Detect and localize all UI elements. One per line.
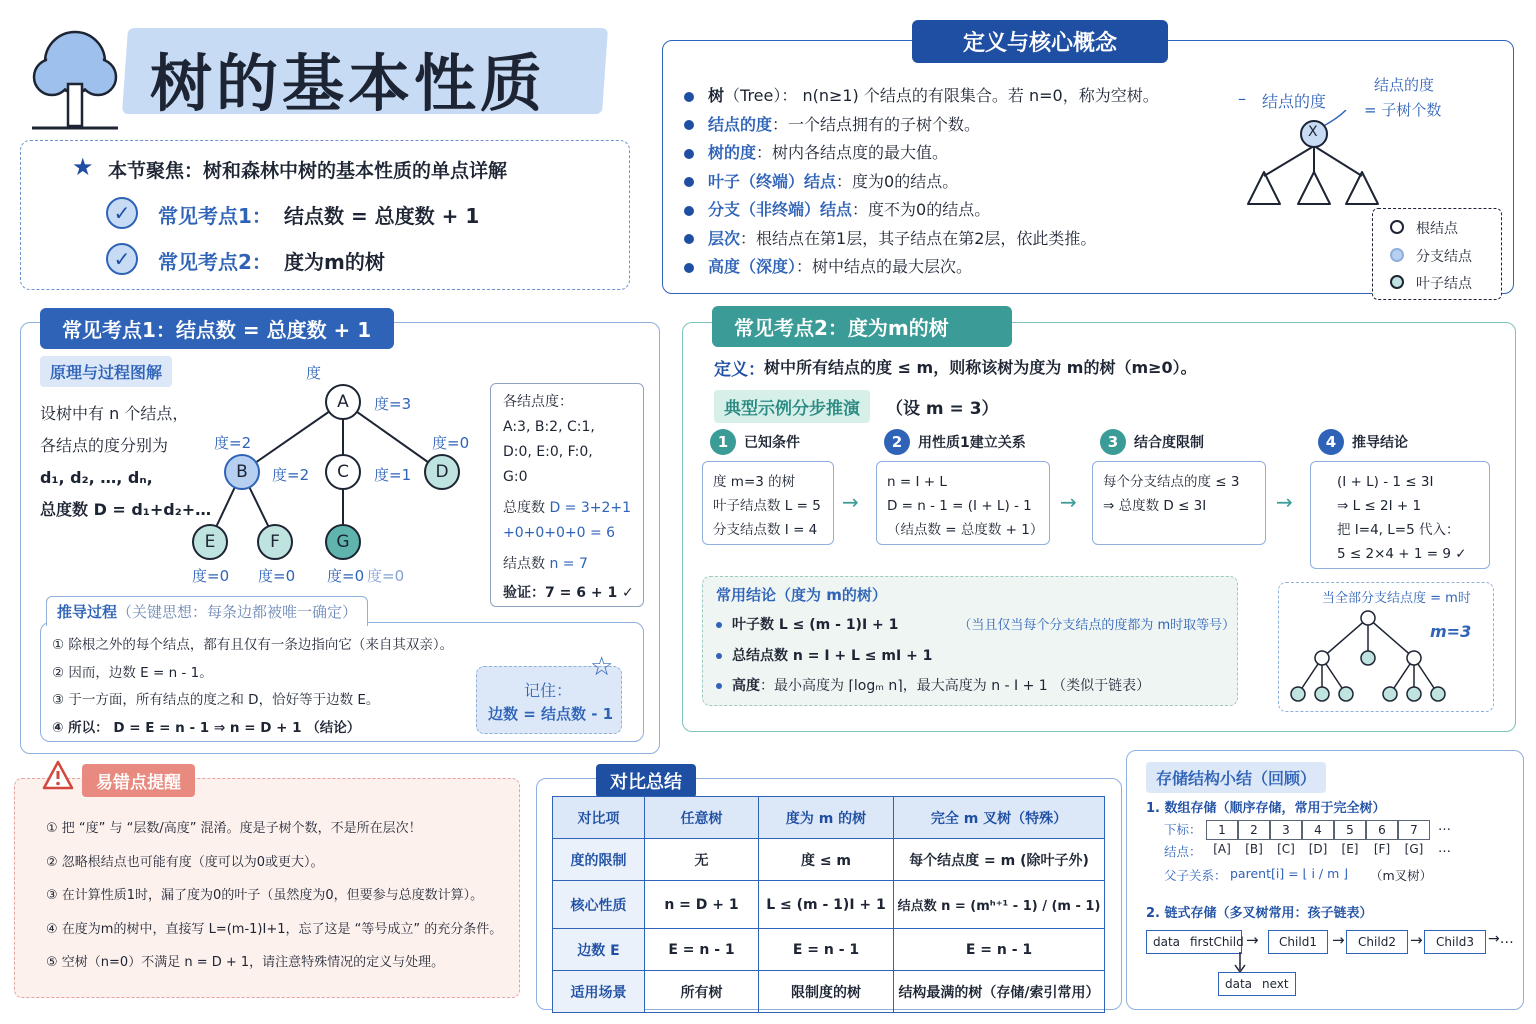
index-ellipsis: … (1438, 819, 1451, 834)
table-row: 边数 E E = n - 1 E = n - 1 E = n - 1 (553, 929, 1105, 971)
memo-text: 边数 = 结点数 - 1 (488, 705, 614, 723)
step-2-box: n = I + L D = n - 1 = (I + L) - 1 （结点数 = 总度数 + 1） (876, 461, 1050, 545)
legend-leaf-dot (1390, 275, 1404, 289)
star-icon: ★ (72, 153, 94, 181)
derivation-steps: ① 除根之外的每个结点，都有且仅有一条边指向它（来自其双亲）。 ② 因而，边数 E = n - 1。 ③ 于一方面，所有结点的度之和 D，恰好等于边数 E。 ④ 所以： D = E = n - 1 ⇒ n = D + 1 （结论） (52, 637, 454, 736)
degree-label-b-left: 度=2 (214, 434, 252, 452)
tree-icon (30, 22, 120, 132)
focus-line: 本节聚焦：树和森林中树的基本性质的单点详解 (108, 160, 508, 182)
section1-header: 常见考点1：结点数 = 总度数 + 1 (40, 308, 394, 349)
tree-node-d: D (424, 454, 460, 490)
tree-node-f: F (257, 524, 293, 560)
value-ellipsis: … (1438, 841, 1451, 856)
sub-data-box: data (1218, 972, 1258, 996)
warning-icon (42, 760, 74, 794)
m-label: m=3 (1430, 622, 1472, 641)
legend-branch-dot (1390, 248, 1404, 262)
child1-box: Child1 (1268, 930, 1328, 954)
definition-item: 高度（深度）：树中结点的最大层次。 (684, 253, 1159, 282)
legend-leaf: 叶子结点 (1416, 276, 1472, 292)
step-1-title: 1 已知条件 (710, 429, 800, 455)
child2-box: Child2 (1346, 930, 1408, 954)
comparison-header: 对比总结 (596, 764, 696, 798)
node-label: 结点： (1164, 844, 1202, 859)
node-data-box: data (1146, 930, 1186, 954)
example-cond: （设 m = 3） (886, 399, 999, 419)
parent-label: 父子关系： (1164, 868, 1227, 883)
full-tree-label: 当全部分支结点度 = m时 (1322, 591, 1471, 606)
definition-item: 分支（非终端）结点：度不为0的结点。 (684, 196, 1159, 225)
section2-def-label: 定义： (714, 360, 765, 380)
definition-item: 树的度：树内各结点度的最大值。 (684, 139, 1159, 168)
conclusions-list: 叶子数 L ≤ (m - 1)I + 1 （当且仅当每个分支结点的度都为 m时取等号） 总结点数 n = I + L ≤ mI + 1 高度：最小高度为 ⌈logₘ n⌉，最大高度为 n - I + 1 （类似于链表） (716, 610, 1235, 701)
definition-item: 树（Tree）： n(n≥1) 个结点的有限集合。若 n=0，称为空树。 (684, 82, 1159, 111)
example-label: 典型示例分步推演 (714, 390, 870, 423)
focus-point2-label: 常见考点2： (158, 250, 272, 274)
section1-sublabel: 原理与过程图解 (40, 356, 172, 387)
degree-label-a: 度=3 (374, 395, 412, 413)
legend-branch: 分支结点 (1416, 249, 1472, 265)
definition-item: 结点的度：一个结点拥有的子树个数。 (684, 111, 1159, 140)
tree-node-e: E (192, 524, 228, 560)
degree-label-g: 度=0 (327, 567, 365, 585)
table-row: 度的限制 无 度 ≤ m 每个结点度 = m (除叶子外) (553, 839, 1105, 881)
definitions-header: 定义与核心概念 (912, 20, 1168, 63)
sub-link-arrow (1232, 952, 1248, 974)
section2-header: 常见考点2：度为m的树 (712, 306, 1012, 347)
focus-point2-text: 度为m的树 (284, 250, 385, 274)
arrow-icon: → (1410, 931, 1423, 949)
table-row: 适用场景 所有树 限制度的树 结构最满的树（存储/索引常用） (553, 971, 1105, 1013)
arrow-icon: → (842, 490, 859, 514)
arrow-icon: → (1332, 931, 1345, 949)
tree-top-label: 度 (306, 364, 322, 382)
chain-ellipsis: →… (1488, 931, 1514, 947)
full-tree-diagram (1282, 606, 1492, 710)
degree-label-d: 度=0 (432, 434, 470, 452)
definition-item: 层次：根结点在第1层，其子结点在第2层，依此类推。 (684, 225, 1159, 254)
step-1-box: 度 m=3 的树 叶子结点数 L = 5 分支结点数 I = 4 (702, 461, 834, 545)
parent-note: （m叉树） (1370, 868, 1433, 883)
step-2-title: 2 用性质1建立关系 (884, 429, 1026, 455)
focus-point1-label: 常见考点1： (158, 204, 272, 228)
mistakes-header: 易错点提醒 (82, 764, 195, 797)
degree-label-e: 度=0 (192, 567, 230, 585)
section2-def-text: 树中所有结点的度 ≤ m，则称该树为度为 m的树（m≥0）。 (764, 358, 1197, 377)
degree-label-g-extra: 度=0 (367, 567, 405, 585)
diagram-label-degree2a: 结点的度 (1374, 76, 1435, 94)
degree-label-c: 度=1 (374, 466, 412, 484)
check-icon: ✓ (106, 197, 138, 229)
step-3-box: 每个分支结点的度 ≤ 3 ⇒ 总度数 D ≤ 3I (1092, 461, 1266, 545)
star-icon: ☆ (590, 652, 614, 682)
definition-item: 叶子（终端）结点：度为0的结点。 (684, 168, 1159, 197)
memo-title: 记住： (524, 681, 573, 700)
index-label: 下标： (1164, 822, 1202, 837)
linked-title: 2. 链式存储（多叉树常用：孩子链表） (1146, 906, 1373, 921)
table-header: 任意树 (645, 797, 759, 839)
node-firstchild-box: firstChild (1184, 930, 1242, 954)
storage-header: 存储结构小结（回顾） (1146, 762, 1326, 793)
definitions-list (684, 82, 1159, 282)
tree-node-g: G (325, 524, 361, 560)
section1-intro: 设树中有 n 个结点， 各结点的度分别为 d₁, d₂, …, dₙ, 总度数 D = d₁+d₂+… (40, 404, 212, 519)
degree-label-b-right: 度=2 (272, 466, 310, 484)
parent-formula: parent[i] = ⌊ i / m ⌋ (1230, 866, 1349, 881)
mistakes-list: ① 把 “度” 与 “层数/高度” 混淆。度是子树个数，不是所在层次！ ② 忽略根结点也可能有度（度可以为0或更大）。 ③ 在计算性质1时，漏了度为0的叶子（虽然度为0，但要参与总度数计算）。 ④ 在度为m的树中，直接写 L=(m-1)I+1，忘了这是 “等号成立” 的充分条件。 ⑤ 空树（n=0）不满足 n = D + 1，请注意特殊情况的定义与处理。 (46, 821, 503, 970)
comparison-table (552, 796, 1105, 1013)
child3-box: Child3 (1424, 930, 1486, 954)
diagram-label-degree: 结点的度 (1262, 92, 1327, 111)
arrow-icon: → (1246, 931, 1259, 949)
check-icon: ✓ (106, 243, 138, 275)
step-4-box: (I + L) - 1 ≤ 3I ⇒ L ≤ 2I + 1 把 I=4, L=5 代入： 5 ≤ 2×4 + 1 = 9 ✓ (1310, 461, 1490, 569)
step-3-title: 3 结合度限制 (1100, 429, 1204, 455)
derivation-title: 推导过程（关键思想：每条边都被唯一确定） (46, 596, 368, 626)
tree-node-b: B (224, 454, 260, 490)
table-header: 度为 m 的树 (759, 797, 894, 839)
degree-label-f: 度=0 (258, 567, 296, 585)
conclusions-title: 常用结论（度为 m的树） (716, 586, 887, 604)
table-header: 对比项 (553, 797, 645, 839)
legend-root: 根结点 (1416, 221, 1458, 237)
diagram-node-x: X (1308, 124, 1318, 140)
array-title: 1. 数组存储（顺序存储，常用于完全树） (1146, 801, 1386, 816)
page-title: 树的基本性质 (150, 47, 547, 120)
arrow-icon: → (1276, 490, 1293, 514)
diagram-label-degree2b: = 子树个数 (1364, 101, 1442, 119)
degree-box-content: 各结点度： A:3, B:2, C:1, D:0, E:0, F:0, G:0 总度数 D = 3+2+1 +0+0+0+0 = 6 结点数 n = 7 验证：7 = 6 + 1 ✓ (503, 394, 634, 601)
focus-point1-text: 结点数 = 总度数 + 1 (284, 204, 480, 228)
tree-node-a: A (325, 384, 361, 420)
table-header: 完全 m 叉树（特殊） (894, 797, 1105, 839)
index-row: 1 2 3 4 5 6 7 (1206, 820, 1430, 840)
tree-node-c: C (325, 454, 361, 490)
arrow-icon: → (1060, 490, 1077, 514)
table-row: 核心性质 n = D + 1 L ≤ (m - 1)I + 1 结点数 n = (mʰ⁺¹ - 1) / (m - 1) (553, 881, 1105, 929)
diagram-dash-left: – (1238, 89, 1246, 108)
legend-root-dot (1390, 220, 1404, 234)
value-row: [A] [B] [C] [D] [E] [F] [G] (1213, 842, 1424, 856)
step-4-title: 4 推导结论 (1318, 429, 1408, 455)
sub-next-box: next (1256, 972, 1296, 996)
